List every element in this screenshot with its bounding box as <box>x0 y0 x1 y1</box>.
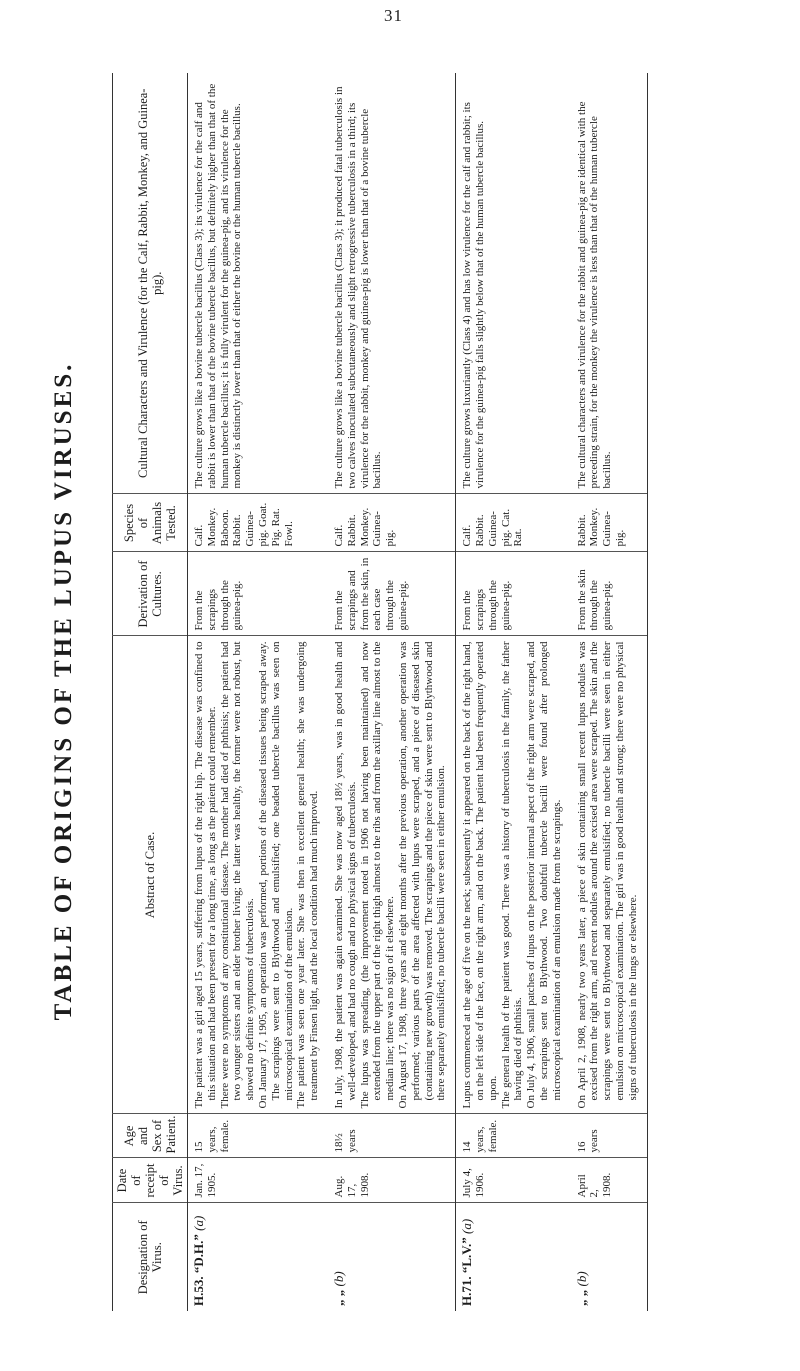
designation-text: H.53. “D.H.” <box>191 1234 206 1306</box>
designation-variant: (b) <box>573 1271 589 1287</box>
age-sex-cell: 16 years <box>571 1114 647 1158</box>
age-sex-cell: 14 years, female. <box>456 1114 571 1158</box>
abstract-cell <box>188 636 328 1114</box>
header-species: Species of Animals Tested. <box>113 494 188 552</box>
header-designation: Designation of Virus. <box>113 1203 188 1311</box>
abstract-paragraph: The patient was a girl aged 15 years, suffering from lupus of the right hip. The disease was confined to this situation and had been present for a long time, as long as the patient could remember. <box>193 641 218 1109</box>
abstract-paragraph: In July, 1908, the patient was again examined. She was now aged 18½ years, was in good health and well-developed, and had no cough and no physical signs of tuberculosis. <box>332 641 358 1109</box>
designation-cell <box>328 1203 456 1311</box>
designation-ditto: „ „ <box>573 1289 589 1306</box>
designation-text: H.71. “L.V.” <box>459 1237 475 1306</box>
species-cell: Calf. Monkey. Baboon. Rabbit. Guinea-pig. Goat. Pig. Rat. Fowl. <box>188 494 328 552</box>
abstract-paragraph: The lupus was spreading, (the improvement noted in 1906 not having been maintained) and now extended from the upper part of the right thigh almost to the ribs and from the axillary line almost to the median line; there was no sign of it elsewhere. <box>358 641 397 1109</box>
derivation-cell: From the scrapings through the guinea-pig. <box>188 552 328 636</box>
header-row <box>113 73 188 1311</box>
abstract-cell <box>328 636 456 1114</box>
age-sex-cell: 15 years, female. <box>188 1114 328 1158</box>
header-abstract: Abstract of Case. <box>113 636 188 1114</box>
designation-cell <box>571 1203 647 1311</box>
date-cell: Aug. 17, 1908. <box>328 1158 456 1203</box>
species-cell: Calf. Rabbit. Guinea-pig. Cat. Rat. <box>456 494 571 552</box>
table-row <box>328 73 456 1311</box>
date-cell: July 4, 1906. <box>456 1158 571 1203</box>
header-date: Date of receipt of Virus. <box>113 1158 188 1203</box>
abstract-paragraph: On January 17, 1905, an operation was performed, portions of the diseased tissues being scraped away. The scrapings were sent to Blythwood and emulsified; one beaded tubercle bacillus was seen on microscopical examination of the emulsion. <box>256 641 295 1109</box>
derivation-cell: From the scrapings and from the skin, in each case through the guinea-pig. <box>328 552 456 636</box>
designation-ditto: „ „ <box>330 1289 346 1306</box>
cultural-cell: The cultural characters and virulence for the rabbit and guinea-pig are identical with the preceding strain, for the monkey the virulence is less than that of the human tubercle bacillus. <box>571 73 647 494</box>
species-cell: Rabbit. Monkey. Guinea-pig. <box>571 494 647 552</box>
abstract-cell <box>456 636 571 1114</box>
page-number: 31 <box>384 6 403 25</box>
cultural-cell: The culture grows like a bovine tubercle bacillus (Class 3); it produced fatal tuberculosis in two calves inoculated subcutaneously and slight retrogressive tuberculosis in a third; its virulence for the rabbit, monkey and guinea-pig is lower than that of a bovine tubercle bacillus. <box>328 73 456 494</box>
table-row <box>456 73 571 1311</box>
abstract-paragraph: The patient was seen one year later. She was then in excellent general health; she was undergoing treatment by Finsen light, and the local condition had much improved. <box>295 641 321 1109</box>
abstract-paragraph: The general health of the patient was good. There was a history of tuberculosis in the family, the father having died of phthisis. <box>499 641 525 1109</box>
designation-cell <box>456 1203 571 1311</box>
abstract-cell <box>571 636 647 1114</box>
date-cell: April 2, 1908. <box>571 1158 647 1203</box>
header-cultural: Cultural Characters and Virulence (for the Calf, Rabbit, Monkey, and Guinea-pig). <box>113 73 188 494</box>
abstract-paragraph: Lupus commenced at the age of five on the neck; subsequently it appeared on the back of the right hand, on the left side of the face, on the right arm, and on the back. The patient had been frequently operated upon. <box>461 641 499 1109</box>
abstract-paragraph: There were no symptoms of any constitutional disease. The mother had died of phthisis; the patient had two younger sisters and an elder brother living; the latter was healthy, the former were not robust, but showed no definite symptoms of tuberculosis. <box>218 641 257 1109</box>
abstract-paragraph: On August 17, 1908, three years and eight months after the previous operation, another operation was performed; various parts of the area affected with lupus were scraped, and a piece of diseased skin (containing new growth) was removed. The scrapings and the piece of skin were sent to Blythwood and there separately emulsified; no tubercle bacilli were seen in either emulsion. <box>396 641 448 1109</box>
designation-cell <box>188 1203 328 1311</box>
derivation-cell: From the scrapings through the guinea-pig. <box>456 552 571 636</box>
table-row <box>188 73 328 1311</box>
designation-variant: (a) <box>191 1215 206 1231</box>
table-row <box>571 73 647 1311</box>
header-derivation: Derivation of Cultures. <box>113 552 188 636</box>
age-sex-cell: 18½ years <box>328 1114 456 1158</box>
table-title: TABLE OF ORIGINS OF THE LUPUS VIRUSES. <box>50 361 77 1021</box>
header-age-sex: Age and Sex of Patient. <box>113 1114 188 1158</box>
cultural-cell: The culture grows luxuriantly (Class 4) and has low virulence for the calf and rabbit; its virulence for the guinea-pig falls slightly below that of the human tubercle bacillus. <box>461 102 486 489</box>
species-cell: Calf. Rabbit. Monkey. Guinea-pig. <box>328 494 456 552</box>
cultural-cell: The culture grows like a bovine tubercle bacillus (Class 3); its virulence for the calf and rabbit is lower than that of the bovine tubercle bacillus, but definitely higher than that of the human tubercle bacillus; it is fully virulent for the guinea-pig, and its virulence for the monkey is distinctly lower than that of either the bovine or the human tubercle bacillus. <box>193 83 244 489</box>
designation-variant: (b) <box>330 1271 346 1287</box>
abstract-paragraph: On July 4, 1906, small patches of lupus on the posterior internal aspect of the right arm were scraped, and the scrapings sent to Blythwood. Two doubtful tubercle bacilli were found after prolonged microscopical examination of an emulsion made from the scrapings. <box>525 641 563 1109</box>
abstract-paragraph: On April 2, 1908, nearly two years later, a piece of skin containing small recent lupus nodules was excised from the right arm, and recent nodules around the excised area were scraped. The skin and the scrapings were sent to Blythwood and separately emulsified; no tubercle bacilli were seen in either emulsion on microscopical examination. The girl was in good health and strong; there were no physical signs of tuberculosis in the lungs or elsewhere. <box>575 641 639 1109</box>
derivation-cell: From the skin through the guinea-pig. <box>571 552 647 636</box>
designation-variant: (a) <box>459 1218 475 1234</box>
lupus-viruses-table <box>112 73 648 1311</box>
date-cell: Jan. 17, 1905. <box>188 1158 328 1203</box>
